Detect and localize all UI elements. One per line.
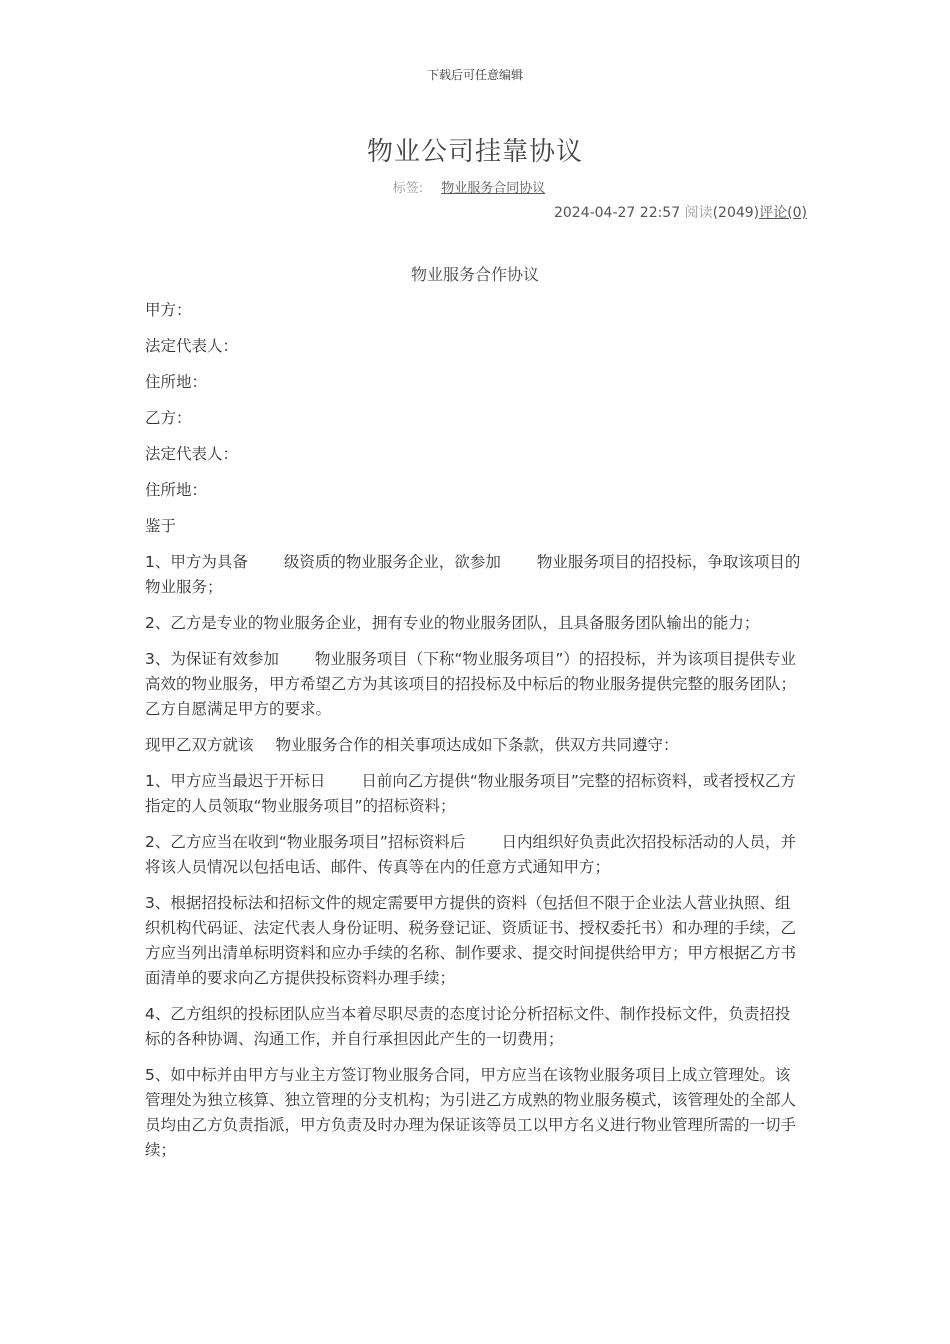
comment-link[interactable]: 评论(0) [759, 205, 807, 221]
document-title: 物业服务合作协议 [410, 265, 539, 284]
header-note: 下载后可任意编辑 [426, 68, 523, 82]
whereas-item-3: 3、为保证有效参加 物业服务项目（下称“物业服务项目”）的招投标，并为该项目提供专业高效的物业服务，甲方希望乙方为其该项目的招投标及中标后的物业服务提供完整的服务团队；乙方自愿满足甲方的要求。 [145, 650, 797, 718]
legal-rep-a-line: 法定代表人： [145, 337, 239, 355]
party-b-line: 乙方： [145, 409, 192, 427]
page-title: 物业公司挂靠协议 [366, 137, 583, 167]
read-count: (2049) [712, 205, 760, 221]
document-body [145, 298, 805, 1174]
clause-2: 2、乙方应当在收到“物业服务项目”招标资料后 日内组织好负责此次招投标活动的人员，并将该人员情况以包括电话、邮件、传真等在内的任意方式通知甲方； [145, 833, 796, 876]
tag-link[interactable]: 物业服务合同协议 [441, 181, 546, 196]
address-b-line: 住所地： [145, 481, 208, 499]
whereas-heading: 鉴于 [145, 517, 177, 535]
whereas-item-1: 1、甲方为具备 级资质的物业服务企业，欲参加 物业服务项目的招投标，争取该项目的物业服务； [145, 553, 801, 596]
tags-row [0, 177, 950, 196]
meta-row [554, 202, 807, 222]
clause-3: 3、根据招投标法和招标文件的规定需要甲方提供的资料（包括但不限于企业法人营业执照、组织机构代码证、法定代表人身份证明、税务登记证、资质证书、授权委托书）和办理的手续，乙方应当列出清单标明资料和应办手续的名称、制作要求、提交时间提供给甲方；甲方根据乙方书面清单的要求向乙方提供投标资料办理手续； [145, 894, 797, 987]
tags-label: 标签: [392, 181, 424, 196]
legal-rep-b-line: 法定代表人： [145, 445, 239, 463]
read-label: 阅读 [684, 205, 713, 221]
address-a-line: 住所地： [145, 373, 208, 391]
clause-5: 5、如中标并由甲方与业主方签订物业服务合同，甲方应当在该物业服务项目上成立管理处。该管理处为独立核算、独立管理的分支机构；为引进乙方成熟的物业服务模式，该管理处的全部人员均由乙方负责指派，甲方负责及时办理为保证该等员工以甲方名义进行物业管理所需的一切手续； [145, 1066, 797, 1159]
post-datetime: 2024-04-27 22:57 [553, 205, 681, 221]
clause-4: 4、乙方组织的投标团队应当本着尽职尽责的态度讨论分析招标文件、制作投标文件，负责招投标的各种协调、沟通工作，并自行承担因此产生的一切费用； [145, 1005, 791, 1048]
intro-paragraph: 现甲乙双方就该 物业服务合作的相关事项达成如下条款，供双方共同遵守： [145, 736, 679, 754]
whereas-item-2: 2、乙方是专业的物业服务企业，拥有专业的物业服务团队，且具备服务团队输出的能力； [145, 614, 760, 632]
party-a-line: 甲方： [145, 301, 192, 319]
clause-1: 1、甲方应当最迟于开标日 日前向乙方提供“物业服务项目”完整的招标资料，或者授权乙方指定的人员领取“物业服务项目”的招标资料； [145, 772, 796, 815]
